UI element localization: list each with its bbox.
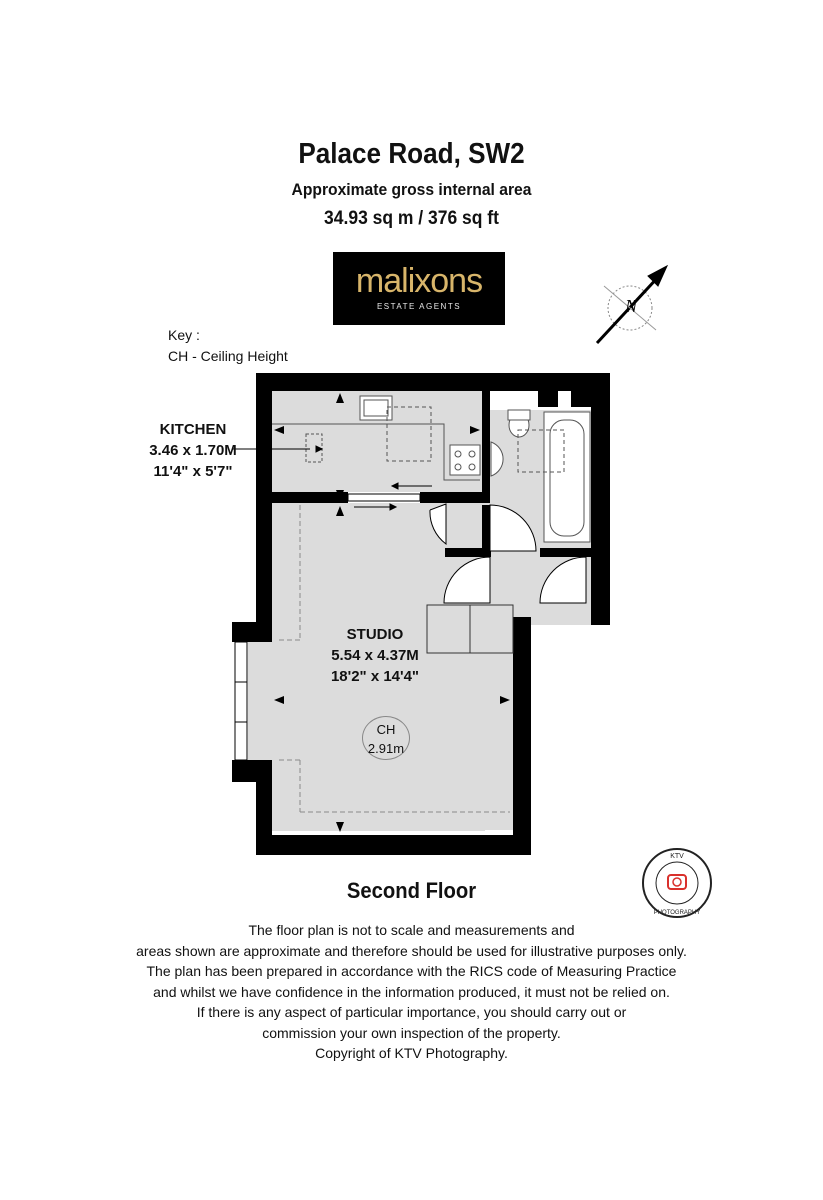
logo-brand: malixons [355, 262, 483, 300]
room-label-kitchen [140, 419, 246, 482]
disclaimer-line: The floor plan is not to scale and measurements and [248, 922, 575, 938]
ch-value: 2.91m [367, 741, 405, 756]
area-subtitle: Approximate gross internal area [291, 180, 532, 199]
ch-label: CH [376, 722, 396, 737]
room-name: STUDIO [346, 626, 404, 643]
room-imperial: 11'4" x 5'7" [153, 463, 233, 480]
compass-letter [619, 294, 643, 318]
disclaimer-line: Copyright of KTV Photography. [315, 1045, 508, 1061]
room-metric: 5.54 x 4.37M [331, 647, 419, 664]
key-heading: Key : [168, 327, 200, 343]
svg-text:N: N [624, 296, 638, 316]
disclaimer-line: commission your own inspection of the property. [262, 1024, 561, 1041]
gross-area: 34.93 sq m / 376 sq ft [324, 208, 499, 229]
agent-logo [333, 252, 505, 325]
window-bay [235, 642, 247, 760]
floor-label: Second Floor [346, 878, 477, 903]
key-entry: CH - Ceiling Height [168, 348, 288, 364]
room-metric: 3.46 x 1.70M [149, 442, 237, 459]
property-title: Palace Road, SW2 [298, 138, 525, 170]
svg-text:KTV: KTV [670, 853, 684, 860]
svg-text:PHOTOGRAPHY: PHOTOGRAPHY [653, 910, 701, 916]
ceiling-height-badge [362, 716, 410, 760]
floor-fill [248, 391, 591, 831]
logo-tagline: ESTATE AGENTS [376, 302, 462, 311]
room-label-studio [300, 624, 450, 687]
disclaimer-line: The plan has been prepared in accordance with the RICS code of Measuring Practice [146, 963, 677, 979]
plan-key [168, 325, 288, 367]
room-imperial: 18'2" x 14'4" [330, 668, 420, 685]
disclaimer-line: areas shown are approximate and therefore should be used for illustrative purposes only. [136, 942, 687, 959]
disclaimer [0, 920, 823, 1064]
disclaimer-line: and whilst we have confidence in the information produced, it must not be relied on. [153, 983, 670, 1000]
disclaimer-line: If there is any aspect of particular importance, you should carry out or [196, 1004, 627, 1020]
room-name: KITCHEN [159, 421, 227, 438]
